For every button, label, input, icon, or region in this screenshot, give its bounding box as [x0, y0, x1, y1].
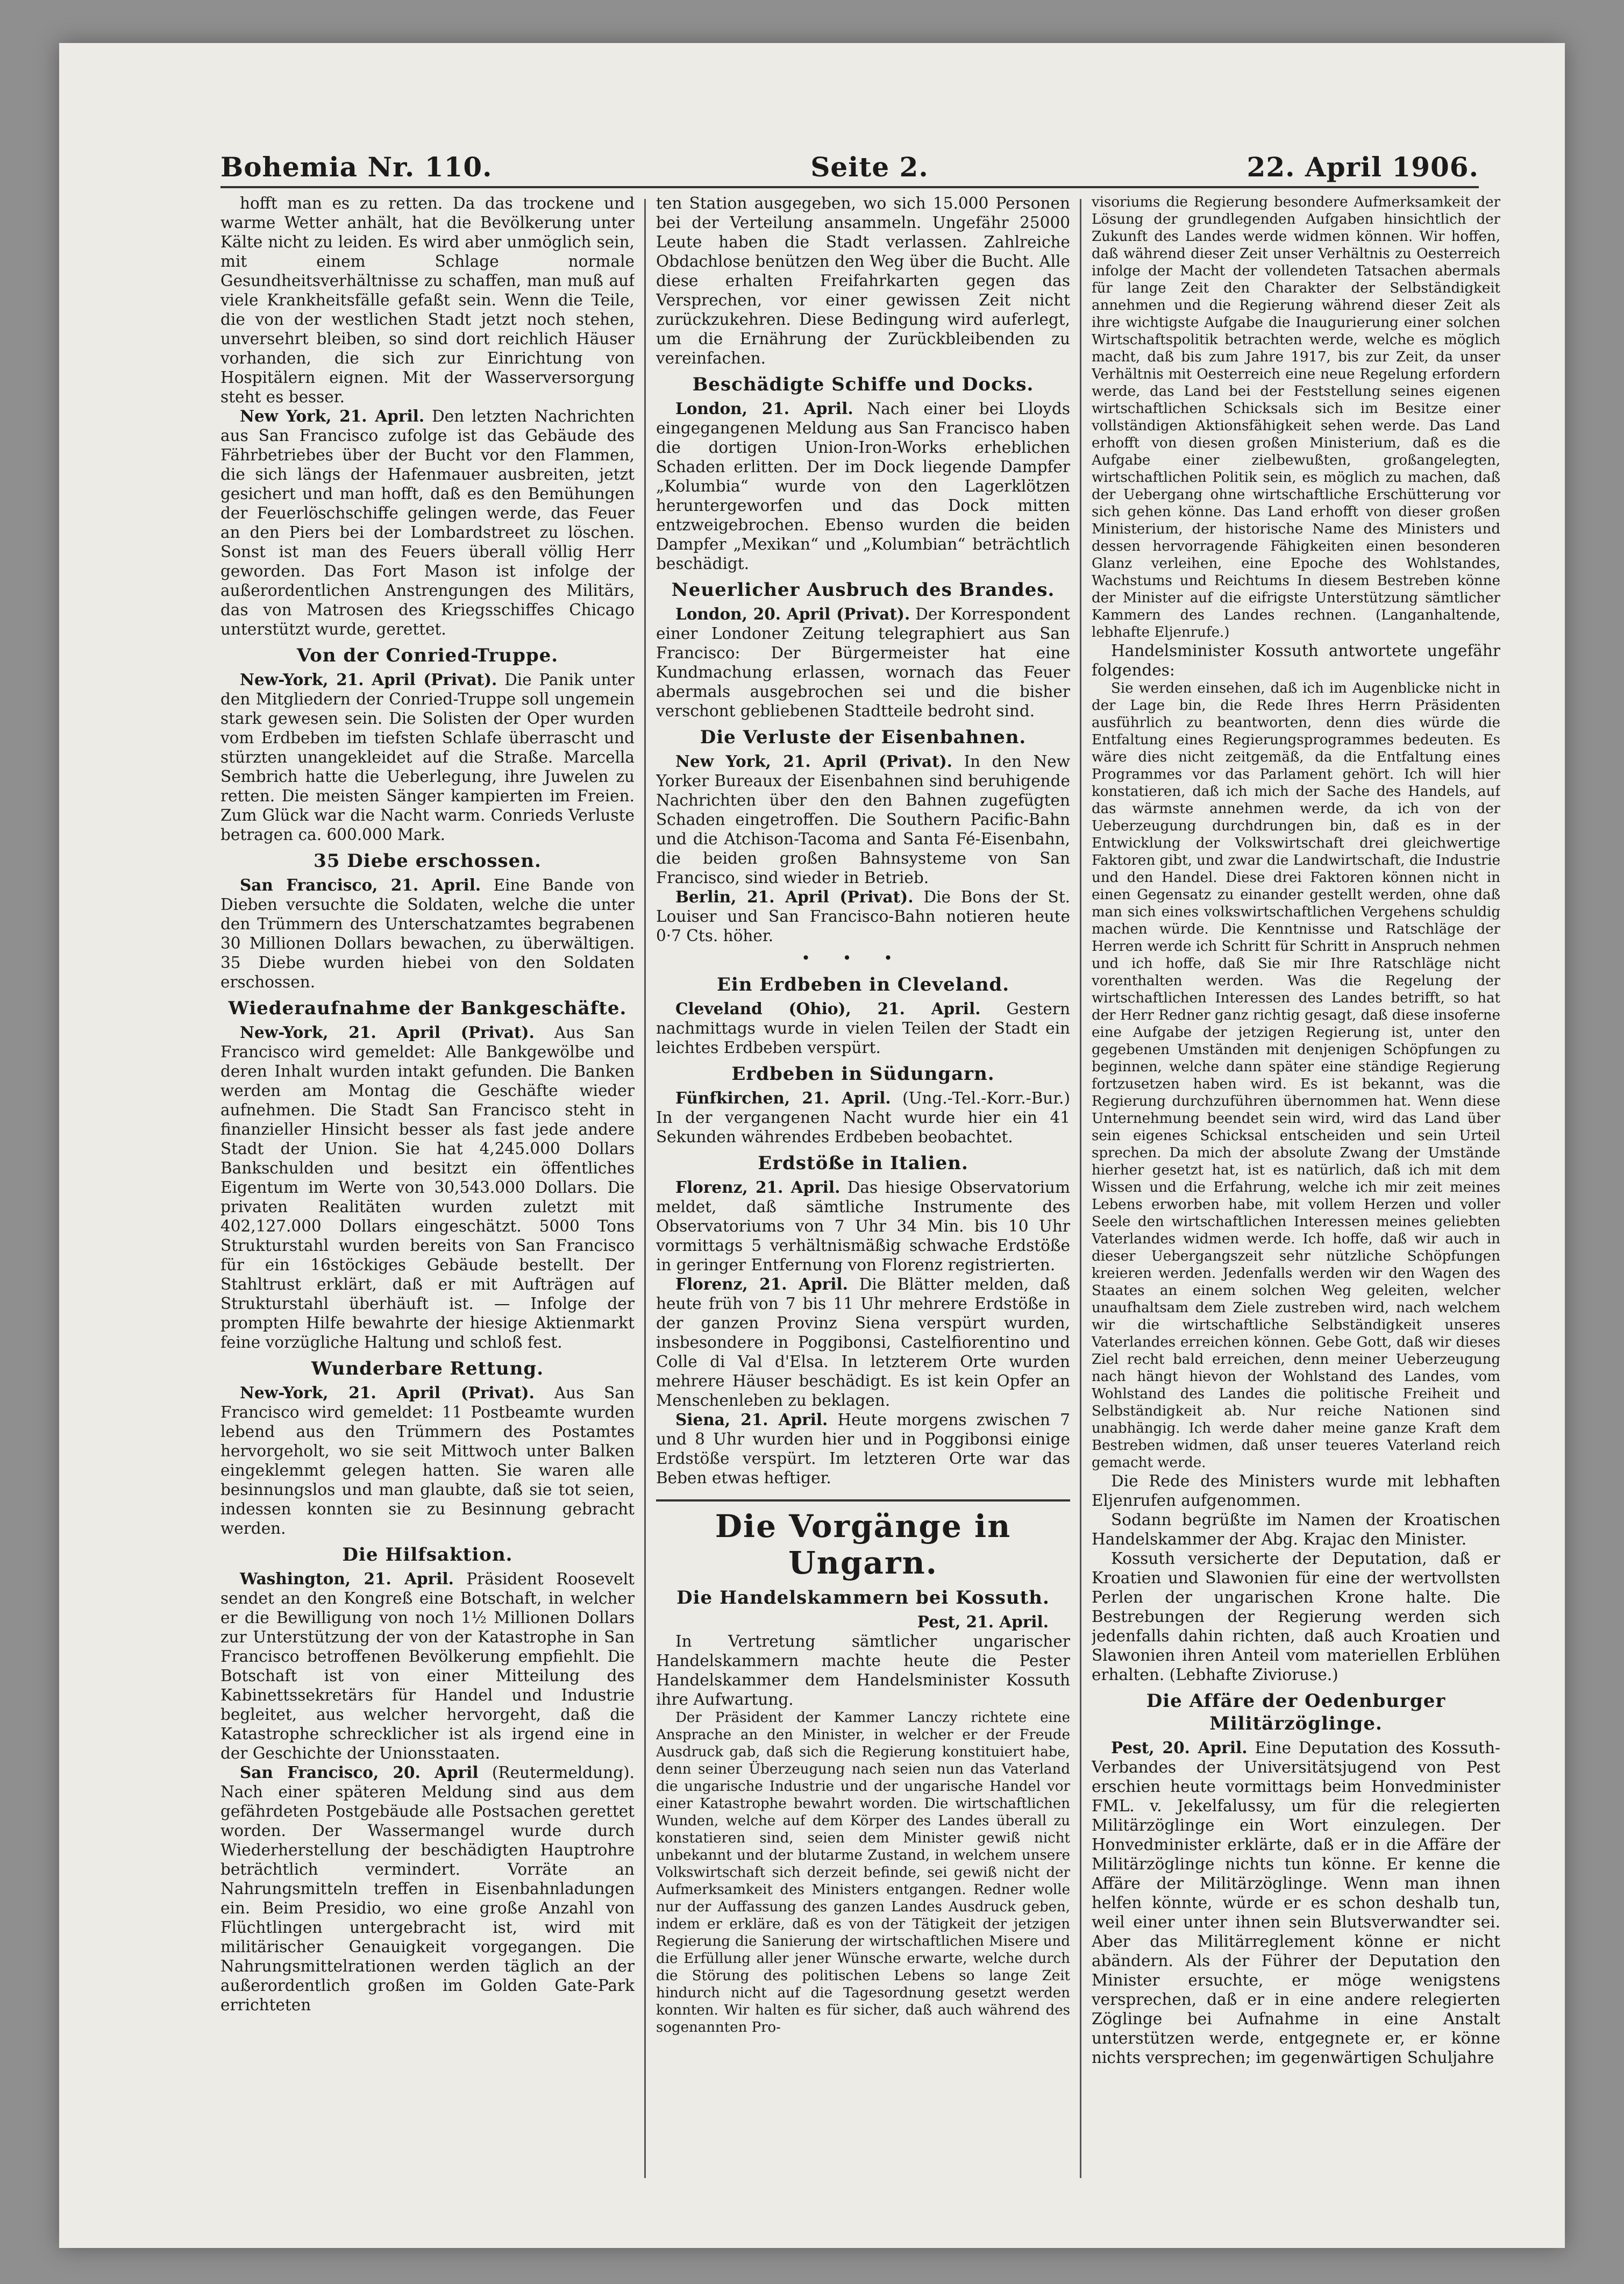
section-separator: ••• [801, 949, 925, 967]
dateline: New York, 21. April. [240, 407, 425, 425]
article-paragraph [656, 1178, 1070, 1275]
article-paragraph: hofft man es zu retten. Da das trockene und warme Wetter anhält, hat die Bevölkerung unter Kälte nicht zu leiden. Es wird aber unmöglich sein, mit einem Schlage normale Gesundheitsverhältnisse zu schaffen, man muß auf viele Krankheitsfälle gefaßt sein. Wenn die Teile, die von der westlichen Stadt jetzt noch stehen, unversehrt bleiben, so sind dort reichlich Häuser vorhanden, die sich zur Einrichtung von Hospitälern eignen. Mit der Wasserversorgung steht es besser. [220, 194, 635, 406]
article-headline: Die Hilfsaktion. [342, 1544, 513, 1566]
article-text: Eine Bande von Dieben versuchte die Soldaten, welche die unter den Trümmern des Unterschatzamtes begrabenen 30 Millionen Dollars bewachen, zu überwältigen. 35 Diebe wurden hiebei von den Soldaten erschossen. [220, 876, 635, 991]
article-headline: Die Handelskammern bei Kossuth. [676, 1587, 1050, 1609]
article-paragraph [220, 1023, 635, 1352]
article-paragraph [220, 670, 635, 844]
article-paragraph [220, 876, 635, 992]
dateline: Fünfkirchen, 21. April. [675, 1088, 891, 1107]
article-headline: 35 Diebe erschossen. [314, 850, 542, 872]
dateline: Pest, 21. April. [917, 1612, 1049, 1631]
article-headline: Wunderbare Rettung. [311, 1358, 544, 1379]
article-paragraph: Kossuth versicherte der Deputation, daß er Kroatien und Slawonien für eine der wertvollsten Perlen der ungarischen Krone halte. Die Bestrebungen der Regierung werden sich jedenfalls dahin richten, daß auch Kroatien und Slawonien ihren Anteil vom materiellen Erblühen erhalten. (Lebhafte Zivioruse.) [1092, 1549, 1500, 1684]
article-text: Die Bons der St. Louiser und San Francisco-Bahn notieren heute 0·7 Cts. höher. [656, 888, 1070, 945]
issue-date: 22. April 1906. [1247, 151, 1479, 183]
article-paragraph [656, 1275, 1070, 1410]
column-divider [644, 199, 646, 2178]
article-paragraph: In Vertretung sämtlicher ungarischer Handelskammern machte heute die Pester Handelskammer dem Handelsminister Kossuth ihre Aufwartung. [656, 1632, 1070, 1709]
column-1 [220, 194, 635, 2183]
article-paragraph [220, 1569, 635, 1763]
dateline: Florenz, 21. April. [675, 1275, 848, 1293]
article-paragraph [656, 752, 1070, 887]
article-paragraph [656, 1410, 1070, 1488]
article-text: Aus San Francisco wird gemeldet: Alle Bankgewölbe und deren Inhalt wurden intakt gefunden. Die Banken werden am Montag die Geschäfte wieder aufnehmen. Die Stadt San Francisco steht in finanzieller Hinsicht besser als fast jede andere Stadt der Union. Sie hat 4,245.000 Dollars Bankschulden und besitzt ein öffentliches Eigentum im Werte von 30,543.000 Dollars. Die privaten Realitäten wurden zuletzt mit 402,127.000 Dollars eingeschätzt. 5000 Tons Strukturstahl wurden bereits von San Francisco für ein 16stöckiges Gebäude bestellt. Der Stahltrust erklärt, daß er mit Aufträgen auf Strukturstahl überhäuft ist. — Infolge der prompten Hilfe bewahrte der hiesige Aktienmarkt feine vorzügliche Haltung und schloß fest. [220, 1023, 635, 1351]
article-headline: Erdstöße in Italien. [758, 1152, 968, 1174]
column-2 [656, 194, 1070, 2183]
dateline: Florenz, 21. April. [675, 1178, 841, 1197]
article-text: Präsident Roosevelt sendet an den Kongreß eine Botschaft, in welcher er die Bewilligung von noch 1½ Millionen Dollars zur Unterstützung der von der Katastrophe in San Francisco betroffenen Bevölkerung empfiehlt. Die Botschaft ist von einer Mitteilung des Kabinettssekretärs für Handel und Industrie begleitet, aus welcher hervorgeht, daß die Katastrophe schrecklicher ist als irgend eine in der Geschichte der Unionsstaaten. [220, 1570, 635, 1762]
article-paragraph [656, 999, 1070, 1057]
page-header [220, 145, 1479, 188]
article-text: Aus San Francisco wird gemeldet: 11 Postbeamte wurden lebend aus den Trümmern des Postamtes hervorgeholt, wo sie seit Mittwoch unter Balken eingeklemmt gelegen hatten. Sie waren alle besinnungslos und man glaubte, daß sie tot seien, indessen konnten sie zu Besinnung gebracht werden. [220, 1384, 635, 1538]
article-text: Den letzten Nachrichten aus San Francisco zufolge ist das Gebäude des Fährbetriebes über der Bucht vor den Flammen, die sich längs der Hafenmauer ausbreiten, jetzt gesichert und man hofft, daß es den Bemühungen der Feuerlöschschiffe gelingen werde, das Feuer an den Piers bei der Lombardstreet zu löschen. Sonst ist man des Feuers überall völlig Herr geworden. Das Fort Mason ist infolge der außerordentlichen Anstrengungen des Militärs, das von Matrosen des Kriegsschiffes Chicago unterstützt wurde, gerettet. [220, 407, 635, 638]
dateline: New-York, 21. April (Privat). [240, 1383, 535, 1402]
article-text: Die Panik unter den Mitgliedern der Conried-Truppe soll ungemein stark gewesen sein. Die Solisten der Oper wurden vom Erdbeben im tiefsten Schlafe überrascht und stürzten unangekleidet auf die Straße. Marcella Sembrich hatte die Ueberlegung, ihre Juwelen zu retten. Die meisten Sänger kampierten im Freien. Zum Glück war die Nacht warm. Conrieds Verluste betragen ca. 600.000 Mark. [220, 671, 635, 844]
article-paragraph [220, 1763, 635, 2015]
dateline: Pest, 20. April. [1111, 1738, 1248, 1757]
article-paragraph: Der Präsident der Kammer Lanczy richtete eine Ansprache an den Minister, in welcher er der Freude Ausdruck gab, daß sich die Regierung konstituiert habe, denn seiner Überzeugung nach seien nun das Vaterland die ungarische Industrie und der ungarische Handel vor einer Katastrophe bewahrt worden. Die wirtschaftlichen Wunden, welche auf dem Körper des Landes überall zu konstatieren sind, seien dem Minister gewiß nicht unbekannt und der blutarme Zustand, in welchem unsere Volkswirtschaft sich derzeit befinde, sei gewiß nicht der Aufmerksamkeit des Ministers entgangen. Redner wolle nur der Auffassung des ganzen Landes Ausdruck geben, indem er erkläre, daß es von der Tätigkeit der jetzigen Regierung die Sanierung der wirtschaftlichen Misere und die Erfüllung aller jener Wünsche erwarte, welche durch die Störung des politischen Lebens so lange Zeit hindurch nicht auf die Tagesordnung gesetzt werden konnten. Wir halten es für sicher, daß auch während des sogenannten Pro- [656, 1710, 1070, 2036]
article-paragraph [1092, 1738, 1500, 2067]
article-paragraph [220, 407, 635, 639]
article-paragraph: ten Station ausgegeben, wo sich 15.000 Personen bei der Verteilung ansammeln. Ungefähr 25000 Leute haben die Stadt verlassen. Zahlreiche Obdachlose benützen den Weg über die Bucht. Alle diese erhalten Freifahrkarten gegen das Versprechen, vor einer gewissen Zeit nicht zurückzukehren. Diese Bedingung wird auferlegt, um die Ernährung der Zurückbleibenden zu vereinfachen. [656, 194, 1070, 367]
dateline: Berlin, 21. April (Privat). [675, 887, 914, 906]
article-text: Heute morgens zwischen 7 und 8 Uhr wurden hier und in Poggibonsi einige Erdstöße verspürt. Im letzteren Orte war das Beben etwas heftiger. [656, 1411, 1070, 1487]
dateline: London, 21. April. [675, 399, 853, 418]
newspaper-page [59, 43, 1565, 2248]
column-divider [1080, 199, 1081, 2178]
article-headline: Die Verluste der Eisenbahnen. [700, 727, 1027, 748]
dateline: Washington, 21. April. [240, 1569, 454, 1588]
dateline: London, 20. April (Privat). [675, 604, 910, 623]
article-text: (Reutermeldung). Nach einer späteren Meldung sind aus dem gefährdeten Postgebäude alle Postsachen gerettet worden. Der Wassermangel wurde durch Wiederherstellung der beschädigten Hauptrohre beträchtlich vermindert. Vorräte an Nahrungsmitteln treffen in Eisenbahnladungen ein. Beim Presidio, wo eine große Anzahl von Flüchtlingen untergebracht ist, wird mit militärischer Genauigkeit vorgegangen. Die Nahrungsmittelrationen werden täglich an der außerordentlich großen im Golden Gate-Park errichteten [220, 1763, 635, 2014]
article-text: Eine Deputation des Kossuth-Verbandes der Universitätsjugend von Pest erschien heute vormittags beim Honvedminister FML. v. Jekelfalussy, um für die relegierten Militärzöglinge ein Wort einzulegen. Der Honvedminister erklärte, daß er in die Affäre der Militärzöglinge nichts tun könne. Er kenne die Affäre der Militärzöglinge. Wenn man ihnen helfen könnte, würde er es schon deshalb tun, weil einer unter ihnen sein Blutsverwandter sei. Aber das Militärreglement könne er nicht abändern. Als der Führer der Deputation den Minister ersuchte, er möge wenigstens versprechen, daß er in eine andere relegierten Zöglinge bei Aufnahme in eine Anstalt unterstützen werde, entgegnete er, er könne nichts versprechen; im gegenwärtigen Schuljahre [1092, 1739, 1500, 2067]
section-headline: Die Vorgänge in Ungarn. [656, 1499, 1070, 1581]
article-paragraph: Handelsminister Kossuth antwortete ungefähr folgendes: [1092, 642, 1500, 679]
article-text: Der Korrespondent einer Londoner Zeitung telegraphiert aus San Francisco: Der Bürgermeister hat eine Kundmachung erlassen, wornach das Feuer abermals ausgebrochen sei und die bisher verschont gebliebenen Stadtteile bedroht sind. [656, 605, 1070, 720]
article-headline: Neuerlicher Ausbruch des Brandes. [671, 579, 1055, 601]
article-headline: Die Affäre der Oedenburger Militärzöglinge. [1146, 1690, 1446, 1734]
article-paragraph: Sodann begrüßte im Namen der Kroatischen Handelskammer der Abg. Krajac den Minister. [1092, 1511, 1500, 1548]
dateline: San Francisco, 21. April. [240, 876, 481, 894]
article-paragraph: Sie werden einsehen, daß ich im Augenblicke nicht in der Lage bin, die Rede Ihres Herrn Präsidenten ausführlich zu beantworten, denn dies würde die Entfaltung eines Regierungsprogrammes bedeuten. Es wäre dies nicht zeitgemäß, da die Entfaltung eines Programmes vor das Parlament gehört. Ich will hier konstatieren, daß ich mich der Sache des Handels, auf das wärmste annehmen werde, da ich von der Ueberzeugung durchdrungen bin, daß es in der Entwicklung der Volkswirtschaft drei gleichwertige Faktoren gibt, und zwar die Landwirtschaft, die Industrie und den Handel. Diese drei Faktoren können nicht in einen Gegensatz zu einander gestellt werden, ohne daß man sich eines volkswirtschaftlichen Vergehens schuldig machen würde. Die Kenntnisse und Ratschläge der Herren werde ich Schritt für Schritt in Anspruch nehmen und ich hoffe, daß Sie mir Ihre Ratschläge nicht vorenthalten werden. Was die Regelung der wirtschaftlichen Interessen des Landes betrifft, so hat der Herr Redner ganz richtig gesagt, daß diese insoferne eine Aufgabe der jetzigen Regierung ist, unter den gegebenen Umständen mit denjenigen Schöpfungen zu beginnen, welche dann später eine ständige Regierung fortzusetzen haben wird. Es ist bekannt, was die Regierung durchzuführen übernommen hat. Wenn diese Unternehmung beendet sein wird, wird das Land über sein eigenes Schicksal entscheiden und sein Urteil sprechen. Da mich der absolute Zwang der Umstände hierher gesetzt hat, ist es natürlich, daß ich mit dem Wissen und die Erfahrung, welche ich mir zeit meines Lebens erworben habe, mit vollem Herzen und voller Seele den wirtschaftlichen Interessen meines geliebten Vaterlandes widmen werde. Ich hoffe, daß wir auch in dieser Uebergangszeit sehr nützliche Schöpfungen kreieren werden. Jedenfalls werden wir den Wagen des Staates an einem solchen Weg geleiten, welcher unaufhaltsam dem Ziele zustreben wird, nach welchem wir die wirtschaftliche Selbständigkeit unseres Vaterlandes erreichen können. Gebe Gott, daß wir dieses Ziel recht bald erreichen, denn meiner Ueberzeugung nach hängt hievon der Wohlstand des Landes, vom Wohlstand des Landes die politische Freiheit und Selbständigkeit ab. Nur reiche Nationen sind unabhängig. Ich werde daher meine ganze Kraft dem Bestreben widmen, daß unser teueres Vaterland reich gemacht werde. [1092, 680, 1500, 1471]
article-headline: Beschädigte Schiffe und Docks. [692, 374, 1034, 395]
article-text: Nach einer bei Lloyds eingegangenen Meldung aus San Francisco haben die dortigen Union-Iron-Works erheblichen Schaden erlitten. Der im Dock liegende Dampfer „Kolumbia“ wurde von den Lagerklötzen heruntergeworfen und das Dock mitten entzweigebrochen. Ebenso wurden die beiden Dampfer „Mexikan“ und „Kolumbian“ beträchtlich beschädigt. [656, 400, 1070, 573]
article-text: (Ung.-Tel.-Korr.-Bur.) In der vergangenen Nacht wurde hier ein 41 Sekunden währendes Erdbeben beobachtet. [656, 1089, 1070, 1146]
newspaper-title-issue: Bohemia Nr. 110. [220, 151, 493, 183]
dateline: San Francisco, 20. April [240, 1763, 479, 1782]
dateline: New York, 21. April (Privat). [675, 752, 952, 771]
dateline: Siena, 21. April. [675, 1410, 828, 1429]
dateline: New-York, 21. April (Privat). [240, 1023, 535, 1042]
column-3 [1092, 194, 1500, 2183]
dateline: New-York, 21. April (Privat). [240, 670, 497, 689]
article-paragraph [656, 399, 1070, 573]
article-headline: Von der Conried-Truppe. [296, 645, 559, 666]
article-paragraph [656, 1088, 1070, 1147]
article-text: Das hiesige Observatorium meldet, daß sämtliche Instrumente des Observatoriums von 7 Uhr 34 Min. bis 10 Uhr vormittags 5 verhältnismäßig schwache Erdstöße in geringer Entfernung von Florenz registrierten. [656, 1178, 1070, 1274]
article-paragraph [656, 604, 1070, 721]
article-paragraph [220, 1383, 635, 1538]
article-paragraph: Die Rede des Ministers wurde mit lebhaften Eljenrufen aufgenommen. [1092, 1472, 1500, 1510]
dateline: Cleveland (Ohio), 21. April. [675, 999, 981, 1018]
article-headline: Ein Erdbeben in Cleveland. [716, 974, 1010, 995]
article-headline: Wiederaufnahme der Bankgeschäfte. [228, 998, 627, 1019]
page-number: Seite 2. [810, 151, 929, 183]
article-text: Die Blätter melden, daß heute früh von 7 bis 11 Uhr mehrere Erdstöße in der ganzen Provinz Siena verspürt wurden, insbesondere in Poggibonsi, Castelfiorentino und Colle di Val d'Elsa. In letzterem Orte wurden mehrere Häuser beschädigt. Es ist kein Opfer an Menschenleben zu beklagen. [656, 1275, 1070, 1410]
article-paragraph: visoriums die Regierung besondere Aufmerksamkeit der Lösung der grundlegenden Aufgaben hinsichtlich der Zukunft des Landes werde widmen können. Wir hoffen, daß während dieser Zeit unser Verhältnis zu Oesterreich infolge der Macht der vollendeten Tatsachen abermals für lange Zeit den Charakter der Selbständigkeit annehmen und die Regierung während dieser Zeit als ihre wichtigste Aufgabe die Inaugurierung einer solchen Wirtschaftspolitik betrachten werde, welche es möglich macht, daß bis zum Jahre 1917, bis zur Zeit, da unser Verhältnis mit Oesterreich eine neue Regelung erfordern werde, das Land bei der Feststellung seines eigenen wirtschaftlichen Schicksals sich im Besitze einer vollständigen Aktionsfähigkeit sehen werde. Das Land erhofft von diesen großen Ministerium, daß es die Aufgabe einer zielbewußten, großangelegten, wirtschaftlichen Politik sein, es möglich zu machen, daß der Uebergang ohne wirtschaftliche Erschütterung vor sich gehen könne. Das Land erhofft von dieser großen Ministerium, der historische Name des Ministers und dessen hervorragende Fähigkeiten einen besonderen Glanz verleihen, eine Epoche des Wohlstandes, Wachstums und Reichtums In diesem Bestreben könne der Minister auf die eifrigste Unterstützung sämtlicher Kammern des Landes rechnen. (Langanhaltende, lebhafte Eljenrufe.) [1092, 194, 1500, 641]
article-text: In den New Yorker Bureaux der Eisenbahnen sind beruhigende Nachrichten über den den Bahnen zugefügten Schaden eingetroffen. Die Southern Pacific-Bahn und die Atchison-Tacoma and Santa Fé-Eisenbahn, die beiden großen Bahnsysteme von San Francisco, sind wieder in Betrieb. [656, 752, 1070, 887]
article-headline: Erdbeben in Südungarn. [731, 1063, 995, 1085]
article-text: Gestern nachmittags wurde in vielen Teilen der Stadt ein leichtes Erdbeben verspürt. [656, 1000, 1070, 1057]
article-paragraph [656, 887, 1070, 945]
